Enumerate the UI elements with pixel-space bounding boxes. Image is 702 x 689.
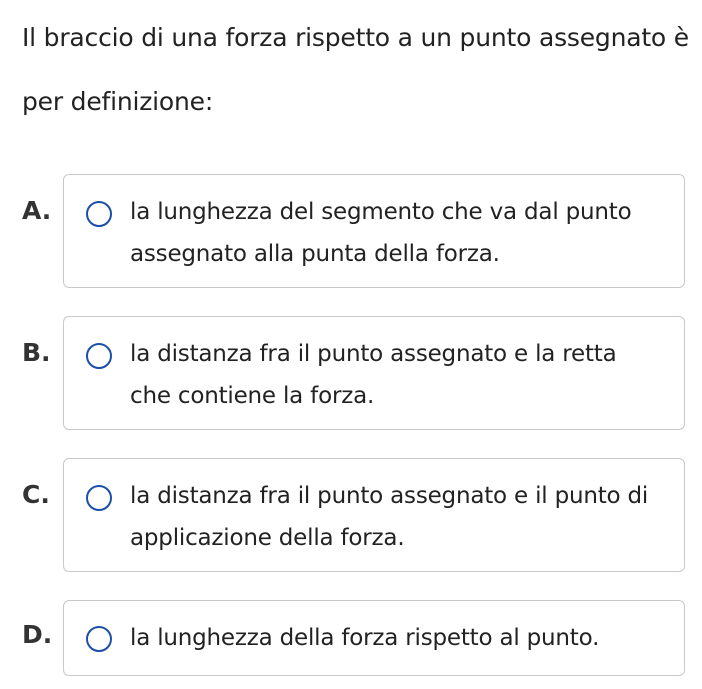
option-text-d: la lunghezza della forza rispetto al punto.	[130, 625, 600, 651]
option-row-b	[0, 316, 702, 430]
radio-unchecked-icon[interactable]	[86, 343, 112, 369]
option-card-d[interactable]	[63, 600, 685, 676]
option-text-c: la distanza fra il punto assegnato e il punto di applicazione della forza.	[130, 483, 649, 551]
option-letter-a: A.	[22, 196, 52, 225]
question-text: Il braccio di una forza rispetto a un punto assegnato è per definizione:	[22, 23, 689, 116]
radio-unchecked-icon[interactable]	[86, 626, 112, 652]
option-card-c[interactable]	[63, 458, 685, 572]
option-card-a[interactable]	[63, 174, 685, 288]
radio-unchecked-icon[interactable]	[86, 201, 112, 227]
option-letter-d: D.	[22, 620, 53, 649]
option-row-a	[0, 174, 702, 288]
option-row-d	[0, 600, 702, 676]
radio-unchecked-icon[interactable]	[86, 485, 112, 511]
option-letter-b: B.	[22, 338, 51, 367]
option-text-b: la distanza fra il punto assegnato e la retta che contiene la forza.	[130, 341, 617, 409]
option-letter-c: C.	[22, 480, 50, 509]
option-text-a: la lunghezza del segmento che va dal punto assegnato alla punta della forza.	[130, 199, 632, 267]
option-row-c	[0, 458, 702, 572]
option-card-b[interactable]	[63, 316, 685, 430]
